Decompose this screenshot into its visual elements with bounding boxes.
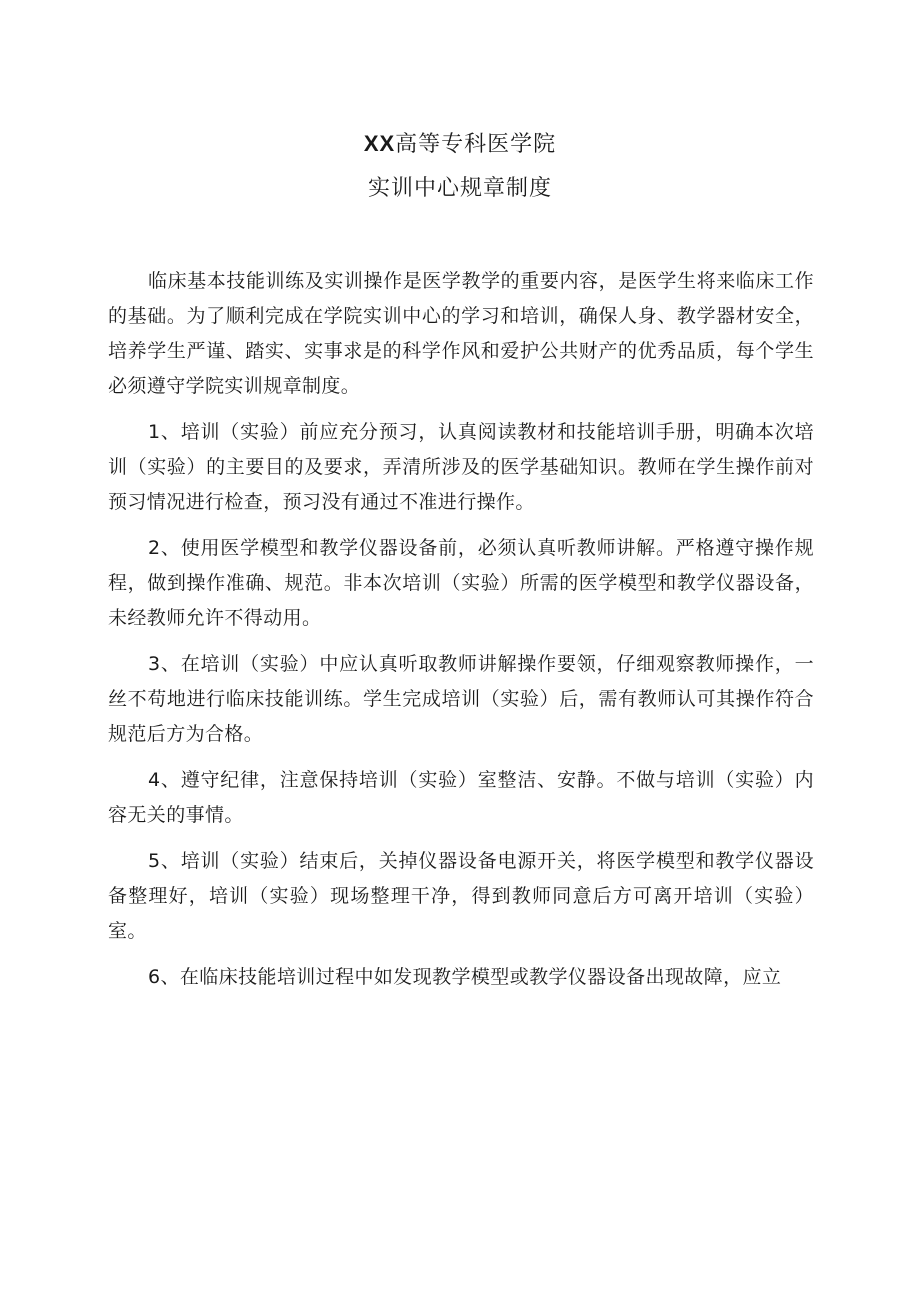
- title-line-2: 实训中心规章制度: [367, 176, 552, 201]
- rule-paragraph-3: 3、在培训（实验）中应认真听取教师讲解操作要领，仔细观察教师操作，一丝不苟地进行临床技能训练。学生完成培训（实验）后，需有教师认可其操作符合规范后方为合格。: [108, 653, 814, 745]
- document-title: [0, 122, 920, 211]
- intro-paragraph: 临床基本技能训练及实训操作是医学教学的重要内容，是医学生将来临床工作的基础。为了顺利完成在学院实训中心的学习和培训，确保人身、教学器材安全，培养学生严谨、踏实、实事求是的科学作风和爱护公共财产的优秀品质，每个学生必须遵守学院实训规章制度。: [108, 270, 814, 397]
- rule-paragraph-1: 1、培训（实验）前应充分预习，认真阅读教材和技能培训手册，明确本次培训（实验）的主要目的及要求，弄清所涉及的医学基础知识。教师在学生操作前对预习情况进行检查，预习没有通过不准进行操作。: [108, 421, 814, 513]
- title-line-1-text: 高等专科医学院: [395, 132, 557, 157]
- document-body: [108, 264, 814, 1006]
- title-line-1: [0, 122, 920, 167]
- rule-paragraph-4: 4、遵守纪律，注意保持培训（实验）室整洁、安静。不做与培训（实验）内容无关的事情。: [108, 769, 814, 826]
- title-prefix: XX: [363, 131, 396, 156]
- rule-paragraph-2: 2、使用医学模型和教学仪器设备前，必须认真听教师讲解。严格遵守操作规程，做到操作准确、规范。非本次培训（实验）所需的医学模型和教学仪器设备，未经教师允许不得动用。: [108, 537, 814, 629]
- rule-paragraph-6: 6、在临床技能培训过程中如发现教学模型或教学仪器设备出现故障，应立: [148, 966, 782, 988]
- rule-paragraph-5: 5、培训（实验）结束后，关掉仪器设备电源开关，将医学模型和教学仪器设备整理好，培训（实验）现场整理干净，得到教师同意后方可离开培训（实验）室。: [108, 850, 814, 942]
